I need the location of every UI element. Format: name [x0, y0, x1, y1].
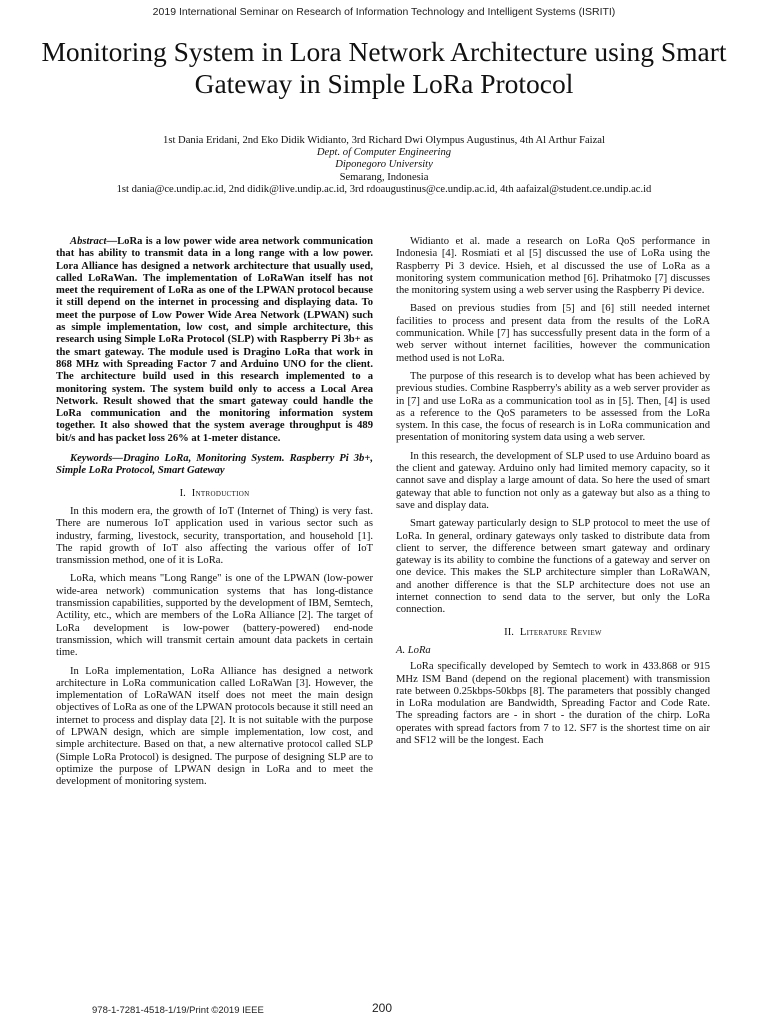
abstract — [56, 236, 373, 445]
university: Diponegoro University — [335, 159, 433, 171]
paragraph: Based on previous studies from [5] and [6] still needed internet facilities to process and present data from the results of the LoRA communication. While [7] has successfully present data in the form of a web server without internet facilities, however the communication method used is not LoRa. — [396, 303, 710, 364]
paragraph: In this research, the development of SLP used to use Arduino board as the client and gateway. Arduino only had limited memory capacity, so it cannot save and display a large amount of data. So here the used of smart gateway that able to function not only as a gateway but also as a thing to save and display data. — [396, 450, 710, 511]
page-number: 200 — [372, 1001, 393, 1015]
author-block — [30, 135, 738, 196]
paragraph: In this modern era, the growth of IoT (Internet of Thing) is very fast. There are numerous IoT application used in various sector such as industry, farming, livestock, security, transportation, and household [1]. The rapid growth of IoT also affecting the various offer of IoT transmission method, one of it is LoRa. — [56, 505, 373, 567]
paragraph: In LoRa implementation, LoRa Alliance has designed a network architecture in LoRa communication called LoRaWan [3]. However, the implementation of LoRaWAN itself does not meet the main design objectives of LoRa as one of the LPWAN protocols because it still need an internet to process and display data [2]. It is not suitable with the purpose of LPWAN design, which are simple implementation, low cost, and simple architecture. Based on that, a new alternative protocol called SLP (Simple LoRa Protocol) is designed. The purpose of designing SLP are to optimize the purpose of LPWAN design in LoRa and to meet the development of monitoring system. — [56, 665, 373, 788]
paper-title: Monitoring System in Lora Network Architecture using Smart Gateway in Simple LoRa Protocol — [41, 36, 727, 99]
section-number: I. — [179, 487, 186, 499]
author-emails: 1st dania@ce.undip.ac.id, 2nd didik@live.undip.ac.id, 3rd rdoaugustinus@ce.undip.ac.id, 4th aafaizal@student.ce.undip.ac.id — [116, 183, 652, 195]
author-list: 1st Dania Eridani, 2nd Eko Didik Widianto, 3rd Richard Dwi Olympus Augustinus, 4th Al Arthur Faizal — [163, 135, 605, 146]
abstract-text: —LoRa is a low power wide area network communication that has ability to transmit data in a long range with a low power. Lora Alliance has designed a network architecture that usually used, called LoRaWan. The implementation of LoRaWan itself has not meet the requirement of LoRa as one of the LPWAN protocol because it still depend on the internet in processing and displaying data. To meet the purpose of Low Power Wide Area Network (LPWAN) such as simple implementation, low cost, and simple architecture, this research using Simple LoRa Protocol (SLP) with Raspberry Pi 3b+ as the smart gateway. The module used is Dragino LoRa that work in 868 MHz with Spreading Factor 7 and Arduino UNO for the client. The architecture build used in this research implemented to a monitoring system. The system build only to access a Local Area Network. Result showed that the smart gateway could handle the LoRa communication and the monitoring information system together. It also showed that the system average throughput is 489 bit/s and has packet loss 26% at 1-meter distance. — [56, 236, 373, 444]
department: Dept. of Computer Engineering — [316, 147, 452, 159]
keywords-label: Keywords — [70, 453, 113, 465]
section-number: II. — [504, 626, 514, 638]
paragraph: Smart gateway particularly design to SLP protocol to meet the use of LoRa. In general, ordinary gateways only tasked to distribute data from client to server, the difference between smart gateway and ordinary gateway is its ability to combine the functions of a gateway and server on one device. This makes the SLP architecture simpler than LoRaWAN, and another difference is that the SLP architecture does not use an internet connection to send data to the server, but only the LoRa connection. — [396, 518, 710, 616]
paragraph: Widianto et al. made a research on LoRa QoS performance in Indonesia [4]. Rosmiati et al [5] discussed the use of LoRa using the Raspberry Pi 3 device. Hsieh, et al discussed the use of LoRa as a monitoring system communication method [6]. Prihatmoko [7] discusses the monitoring system using a web server using the Raspberry Pi device. — [396, 236, 710, 297]
copyright-footer: 978-1-7281-4518-1/19/Print ©2019 IEEE — [92, 1005, 264, 1016]
left-column — [56, 236, 373, 794]
paragraph: The purpose of this research is to develop what has been achieved by previous studies. Combine Raspberry's ability as a web server provider as in [7] and use LoRa as a communication tool as in [5]. Then, [4] is used as a reference to the QoS parameters to be assessed from the LoRa system. In this case, the focus of research is in LoRa communication and presentation of monitoring system data using a web server. — [396, 370, 710, 444]
city: Semarang, Indonesia — [339, 171, 429, 183]
keywords-text: —Dragino LoRa, Monitoring System. Raspberry Pi 3b+, Simple LoRa Protocol, Smart Gateway — [56, 453, 373, 477]
right-column — [396, 236, 710, 753]
abstract-label: Abstract — [70, 236, 107, 247]
paragraph: LoRa, which means "Long Range" is one of the LPWAN (low-power wide-area network) communication systems that has long-distance transmission capabilities, supported by the development of IBM, Semtech, Actility, etc., which are members of the LoRa Alliance [2]. The target of LoRa development is low-power (battery-powered) end-node transmission, which will transmit certain amount data packets in certain time. — [56, 573, 373, 659]
paragraph: LoRa specifically developed by Semtech to work in 433.868 or 915 MHz ISM Band (depend on the regional placement) with transmission rate between 0.25kbps-50kbps [8]. The parameters that possibly changed in LoRa modulation are Bandwidth, Spreading Factor and Code Rate. The spreading factors are - in short - the duration of the chirp. LoRa operates with spread factors from 7 to 12. SF7 is the shortest time on air and SF12 will be the longest. Each — [396, 661, 710, 746]
section-title: Literature Review — [519, 626, 602, 638]
subsection-heading-lora: A. LoRa — [396, 644, 431, 656]
section-heading-introduction — [56, 488, 373, 500]
conference-header: 2019 International Seminar on Research of Information Technology and Intelligent Systems (ISRITI) — [152, 6, 616, 18]
section-title: Introduction — [191, 487, 250, 499]
keywords — [56, 453, 373, 478]
section-heading-literature-review — [396, 627, 710, 639]
